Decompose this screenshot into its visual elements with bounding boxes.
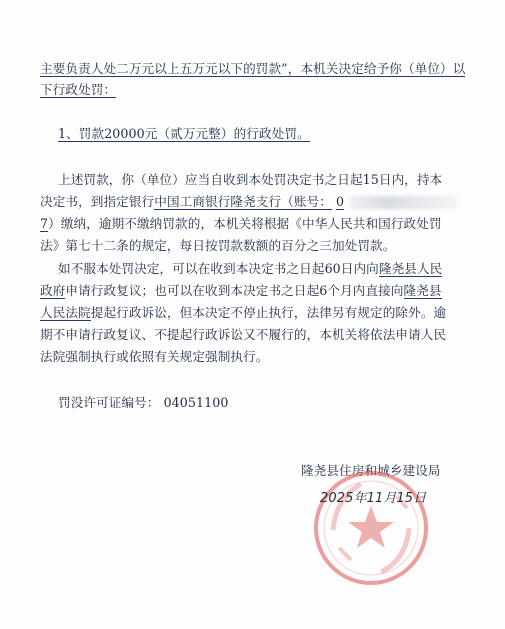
payment-paragraph-line-2 — [40, 192, 458, 212]
appeal-paragraph-line-4 — [40, 325, 446, 345]
permit-label: 罚没许可证编号： — [58, 395, 160, 410]
paragraph-text: 决定书，到指定银行 — [40, 194, 155, 209]
paragraph-text: 期不申请行政复议、不提起行政诉讼又不履行的，本机关将依法申请人民 — [40, 327, 447, 342]
appeal-paragraph-line-3 — [40, 303, 446, 323]
appeal-paragraph-line-1 — [58, 259, 442, 279]
payment-paragraph-line-4 — [40, 236, 395, 256]
paragraph-text: ）缴纳，逾期不缴纳罚款的，本机关将根据《中华人民共和国行政处罚 — [48, 216, 442, 231]
penalty-item-text: 1、罚款20000元（贰万元整）的行政处罚。 — [58, 126, 310, 141]
handwritten-date — [320, 489, 426, 509]
paragraph-text: 法院强制执行或依照有关规定强制执行。 — [40, 349, 269, 364]
paragraph-text: 申请行政复议；也可以在收到本决定书之日起6个月内直接向 — [65, 283, 404, 298]
payment-paragraph-line-3 — [40, 214, 442, 234]
appeal-paragraph-line-5 — [40, 347, 269, 367]
underlined-text: 下行政处罚： — [40, 82, 117, 97]
penalty-item — [58, 124, 310, 144]
government-name-cont: 政府 — [40, 283, 66, 298]
court-name-cont: 人民法院 — [40, 305, 91, 320]
account-number-prefix: 0 — [335, 194, 345, 209]
official-seal-stamp — [311, 468, 431, 588]
paragraph-text: 如不服本处罚决定，可以在收到本决定书之日起60日内向 — [58, 261, 379, 276]
appeal-paragraph-line-2 — [40, 281, 442, 301]
paragraph-text: 上述罚款，你（单位）应当自收到本处罚决定书之日起15日内，持本 — [58, 172, 443, 187]
government-name: 隆尧县人民 — [378, 261, 443, 276]
paragraph-text: 提起行政诉讼，但本决定不停止执行，法律另有规定的除外。逾 — [90, 305, 447, 320]
redacted-account-number — [350, 196, 458, 209]
date-text: 2025年11月15日 — [320, 491, 427, 506]
text-line-1 — [40, 59, 465, 79]
account-number-suffix: 7 — [40, 216, 49, 231]
permit-number-line — [58, 393, 228, 413]
bank-name: 中国工商银行隆尧支行（账号： — [154, 194, 332, 209]
underlined-text: 主要负责人处二万元以上五万元以下的罚款”，本机关决定给予你（单位）以 — [40, 61, 466, 76]
text-line-2 — [40, 80, 116, 100]
permit-number: 04051100 — [163, 395, 229, 410]
issuer-text: 隆尧县住房和城乡建设局 — [301, 463, 441, 478]
paragraph-text: 法》第七十二条的规定，每日按罚款数额的百分之三加处罚款。 — [40, 238, 396, 253]
court-name: 隆尧县 — [403, 283, 442, 298]
payment-paragraph-line-1 — [58, 170, 442, 190]
